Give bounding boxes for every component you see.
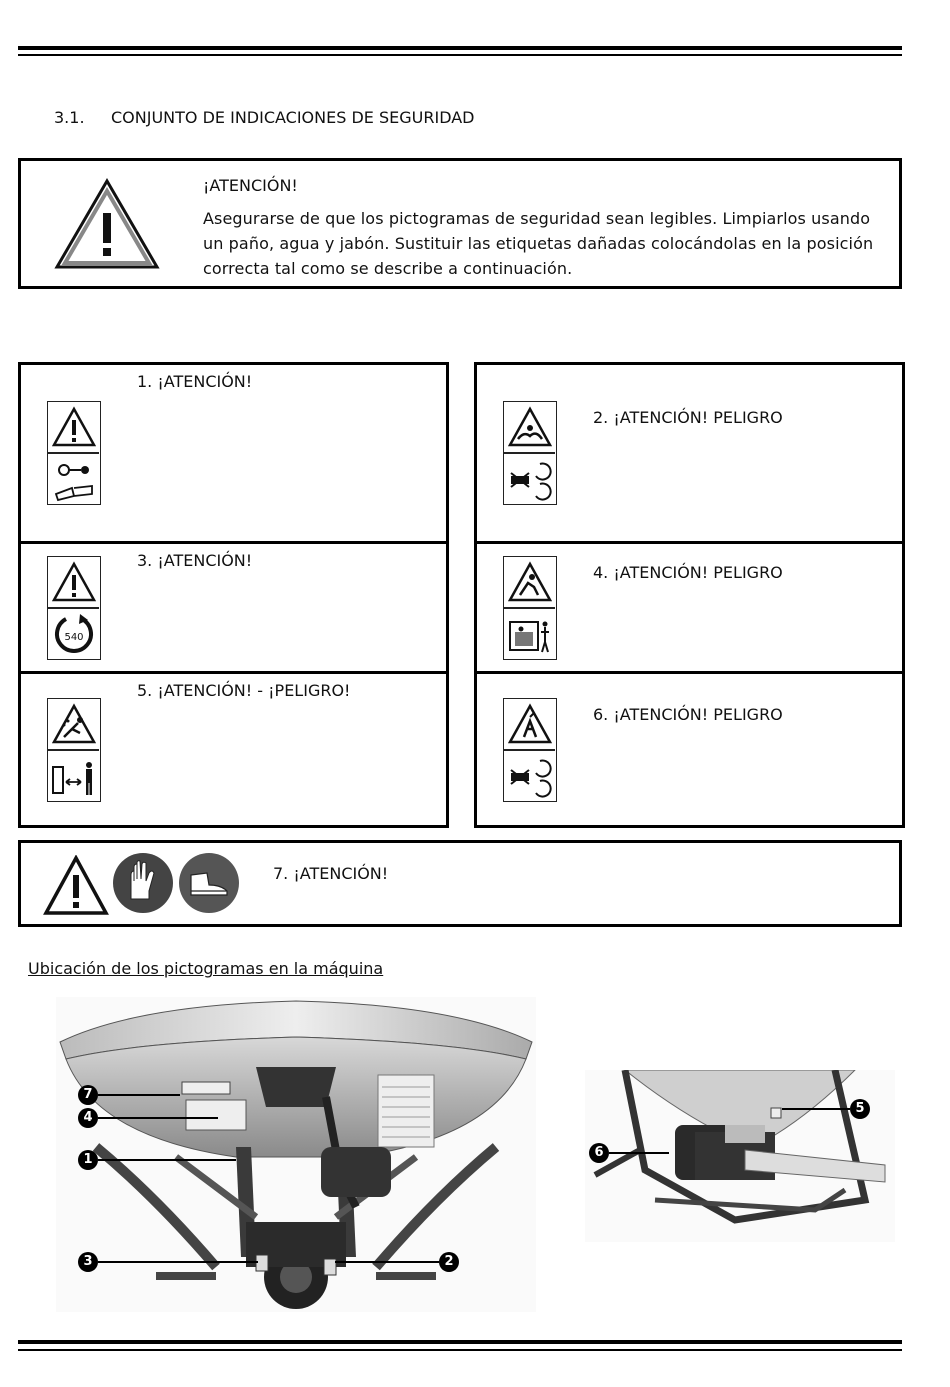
label-5-pictogram xyxy=(47,698,101,802)
callout-3: 3 xyxy=(78,1252,98,1272)
safety-boots-icon xyxy=(177,851,241,919)
svg-text:540: 540 xyxy=(64,632,84,643)
tractor-distance-icon xyxy=(507,612,553,662)
crush-warning-icon xyxy=(508,561,552,607)
notice-heading: ¡ATENCIÓN! xyxy=(203,176,298,195)
label-7-box xyxy=(18,840,902,927)
pto-540-icon xyxy=(52,612,96,662)
key-manual-icon xyxy=(52,458,96,506)
leader-6 xyxy=(609,1152,669,1154)
label-2-pictogram xyxy=(503,401,557,505)
left-row-divider-1 xyxy=(18,541,449,544)
rotating-parts-icon xyxy=(508,458,552,506)
label-6-text: 6. ¡ATENCIÓN! PELIGRO xyxy=(593,705,783,724)
hand-injury-warning-icon xyxy=(508,703,552,749)
notice-line-1: Asegurarse de que los pictogramas de seguridad sean legibles. Limpiarlos usando xyxy=(203,209,871,228)
bottom-rule-thick xyxy=(18,1340,902,1344)
leader-1 xyxy=(98,1159,236,1161)
notice-line-3: correcta tal como se describe a continuación. xyxy=(203,259,573,278)
spreader-side-photo xyxy=(585,1070,895,1242)
label-3-text: 3. ¡ATENCIÓN! xyxy=(137,551,253,570)
label-2-text: 2. ¡ATENCIÓN! PELIGRO xyxy=(593,408,783,427)
gloves-icon xyxy=(111,851,175,919)
label-5-text: 5. ¡ATENCIÓN! - ¡PELIGRO! xyxy=(137,681,351,700)
leader-7 xyxy=(98,1094,180,1096)
label-4-pictogram xyxy=(503,556,557,660)
notice-line-2: un paño, agua y jabón. Sustituir las etiquetas dañadas colocándolas en la posición xyxy=(203,234,874,253)
right-row-divider-2 xyxy=(474,671,905,674)
top-rule-thin xyxy=(18,54,902,56)
label-4-text: 4. ¡ATENCIÓN! PELIGRO xyxy=(593,563,783,582)
label-7-text: 7. ¡ATENCIÓN! xyxy=(273,864,389,883)
top-rule-thick xyxy=(18,46,902,50)
callout-2: 2 xyxy=(439,1252,459,1272)
entanglement-warning-icon xyxy=(508,406,552,452)
spreader-rear-photo xyxy=(56,997,536,1312)
warning-triangle-icon xyxy=(53,177,161,272)
safety-notice-box xyxy=(18,158,902,289)
warning-triangle-icon xyxy=(52,406,96,452)
callout-4: 4 xyxy=(78,1108,98,1128)
rotating-parts-icon xyxy=(508,755,552,803)
leader-4 xyxy=(98,1117,218,1119)
location-heading: Ubicación de los pictogramas en la máquina xyxy=(28,959,384,978)
callout-7: 7 xyxy=(78,1085,98,1105)
label-1-pictogram xyxy=(47,401,101,505)
left-row-divider-2 xyxy=(18,671,449,674)
notice-divider xyxy=(193,161,195,286)
warning-triangle-icon xyxy=(43,855,109,921)
warning-triangle-icon xyxy=(52,561,96,607)
label-1-text: 1. ¡ATENCIÓN! xyxy=(137,372,253,391)
callout-5: 5 xyxy=(850,1099,870,1119)
callout-6: 6 xyxy=(589,1143,609,1163)
projection-warning-icon xyxy=(52,703,96,749)
bottom-rule-thin xyxy=(18,1349,902,1351)
section-title: CONJUNTO DE INDICACIONES DE SEGURIDAD xyxy=(111,108,475,127)
leader-3 xyxy=(98,1261,258,1263)
right-row-divider-1 xyxy=(474,541,905,544)
safe-distance-icon xyxy=(51,755,97,803)
callout-1: 1 xyxy=(78,1150,98,1170)
leader-5 xyxy=(782,1108,850,1110)
label-6-pictogram xyxy=(503,698,557,802)
leader-2 xyxy=(335,1261,439,1263)
section-number: 3.1. xyxy=(54,108,85,127)
label-3-pictogram xyxy=(47,556,101,660)
